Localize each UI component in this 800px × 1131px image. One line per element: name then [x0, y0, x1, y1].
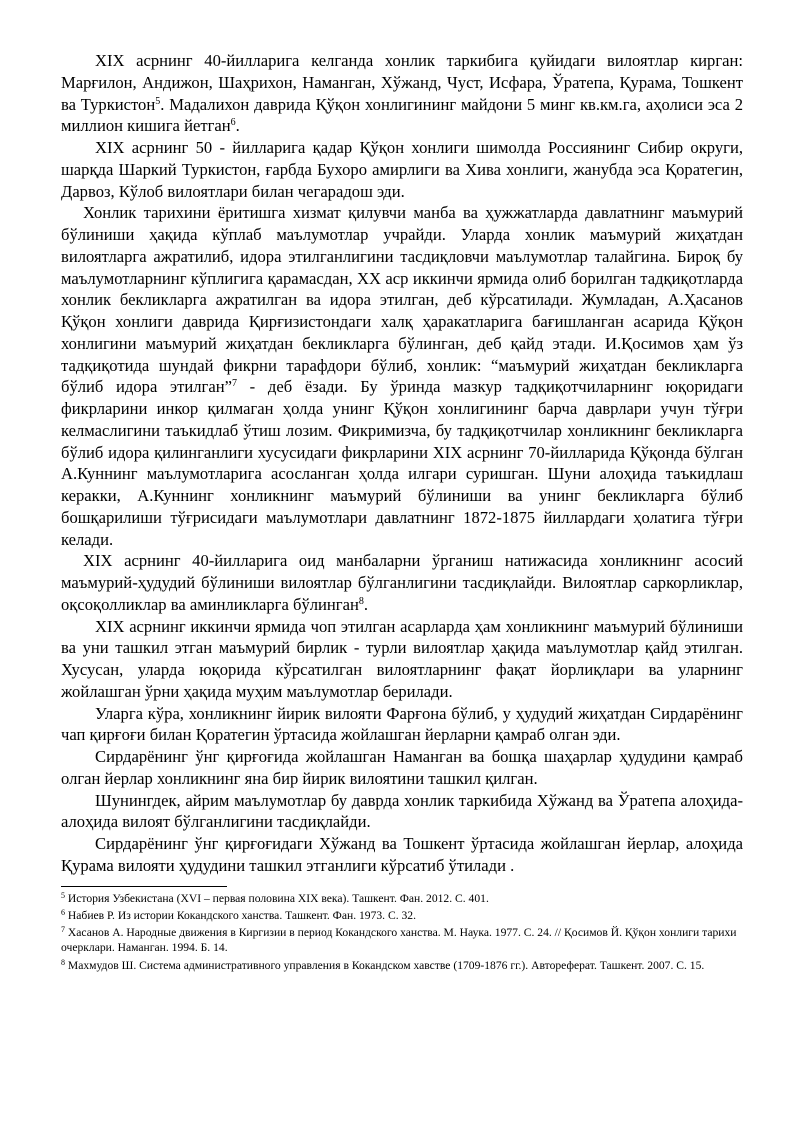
footnote-7 — [61, 925, 743, 956]
paragraph-text: Сирдарёнинг ўнг қирғоғида жойлашган Наманган ва бошқа шаҳарлар ҳудудини қамраб олган йерлар хонликнинг яна бир йирик вилоятини ташкил қилган. — [61, 747, 743, 788]
footnote-number: 7 — [61, 925, 65, 935]
footnote-6 — [61, 908, 743, 923]
document-page — [61, 50, 743, 975]
footnote-ref[interactable]: 6 — [230, 117, 236, 129]
footnote-text: Набиев Р. Из истории Кокандского ханства. Ташкент. Фан. 1973. С. 32. — [65, 908, 416, 922]
paragraph-5 — [61, 616, 743, 703]
footnote-number: 5 — [61, 890, 65, 900]
paragraph-text: Уларга кўра, хонликнинг йирик вилояти Фарғона бўлиб, у ҳудудий жиҳатдан Сирдарёнинг чап қирғоғи билан Қоратегин ўртасида жойлашган йерларни қамраб олган эди. — [61, 703, 743, 745]
paragraph-text: XIX асрнинг 50 - йилларига қадар Қўқон хонлиги шимолда Россиянинг Сибир округи, шарқда Шаркий Туркистон, ғарбда Бухоро амирлиги ва Хива хонлиги, жанубда эса Қоратегин, Дарвоз, Кўлоб вилоятлари билан чегарадош эди. — [61, 138, 743, 201]
paragraph-text: - деб ёзади. Бу ўринда мазкур тадқиқотчиларнинг юқоридаги фикрларини инкор қилмаган ҳолда унинг Қўқон хонлигининг барча даврлари учун тўғри келмаслигини таъкидлаб ўтиш лозим. Фикримизча, бу тадқиқотчилар хонликнинг бекликларга бўлиб идора қилинганлиги хусусидаги фикрларини XIX асрнинг 70-йилларида Қўқонда бўлган А.Куннинг маълумотларига асосланган ҳолда илгари суришган. Шуни алоҳида таъкидлаш керакки, А.Куннинг хонликнинг маъмурий бўлиниши ва унинг бекликларга бўлиб бошқарилиши тўғрисидаги маълумотлари давлатнинг 1872-1875 йиллардаги ҳолатига тўғри келади. — [61, 377, 743, 549]
paragraph-text: . Мадалихон даврида Қўқон хонлигининг майдони 5 минг кв.км.га, аҳолиси эса 2 миллион кишига йетган — [61, 94, 743, 136]
paragraph-6 — [61, 703, 743, 747]
footnote-text: История Узбекистана (XVI – первая половина XIX века). Ташкент. Фан. 2012. С. 401. — [65, 891, 489, 905]
paragraph-8 — [61, 790, 743, 834]
paragraph-2 — [61, 137, 743, 202]
paragraph-text: XIX асрнинг иккинчи ярмида чоп этилган асарларда ҳам хонликнинг маъмурий бўлиниши ва уни ташкил этган маъмурий бирлик - турли вилоятлар ҳақида маълумотлар қайд этилган. Хусусан, уларда юқорида кўрсатилган вилоятларнинг фақат йорлиқлари ва уларнинг жойлашган ўрни ҳақида муҳим маълумотлар берилади. — [61, 616, 743, 701]
footnote-number: 6 — [61, 907, 65, 917]
paragraph-text: Шунингдек, айрим маълумотлар бу даврда хонлик таркибида Хўжанд ва Ўратепа алоҳида-алоҳида вилоят бўлганлигини тасдиқлайди. — [61, 790, 743, 832]
paragraph-9 — [61, 833, 743, 877]
paragraph-text: . — [235, 116, 240, 136]
paragraph-text: Хонлик тарихини ёритишга хизмат қилувчи манба ва ҳужжатларда давлатнинг маъмурий бўлиниши ҳақида кўплаб маълумотлар учрайди. Уларда хонлик маъмурий жиҳатдан вилоятларга ажратилиб, идора этилганлигини тасдиқловчи маълумотлар талайгина. Бироқ бу маълумотларнинг кўплигига қарамасдан, XX аср иккинчи ярмида олиб борилган тадқиқотларда хонлик бекликларга ажратилган ва идора этилган, деб кўрсатилади. Жумладан, А.Ҳасанов Қўқон хонлиги даврида Қирғизистондаги халқ ҳаракатларига бағишланган асарида Қўқон хонлигини маъмурий жиҳатдан бекликларга бўлинган, деб қайд этади. И.Қосимов ҳам ўз тадқиқотида шундай фикрни тарафдори бўлиб, хонлик: “маъмурий жиҳатдан бекликларга бўлиб идора этилган” — [61, 203, 743, 397]
paragraph-text: Сирдарёнинг ўнг қирғоғидаги Хўжанд ва Тошкент ўртасида жойлашган йерлар, алоҳида Қурама вилояти ҳудудини ташкил этганлиги кўрсатиб ўтилади . — [61, 834, 743, 875]
paragraph-1 — [61, 50, 743, 137]
footnote-ref[interactable]: 5 — [155, 95, 161, 107]
footnote-separator — [61, 886, 227, 887]
paragraph-text: XIX асрнинг 40-йилларига оид манбаларни ўрганиш натижасида хонликнинг асосий маъмурий-ҳудудий бўлиниши вилоятлар бўлганлигини тасдиқлайди. Вилоятлар саркорликлар, оқсоқолликлар ва аминликларга бўлинган — [61, 551, 743, 614]
paragraph-4 — [61, 550, 743, 615]
footnote-number: 8 — [61, 957, 65, 967]
paragraph-text: XIX асрнинг 40-йилларига келганда хонлик таркибига қуйидаги вилоятлар кирган: Марғилон, Андижон, Шаҳрихон, Наманган, Хўжанд, Чуст, Исфара, Ўратепа, Қурама, Тошкент ва Туркистон — [61, 51, 743, 114]
paragraph-text: . — [363, 594, 368, 614]
footnote-ref[interactable]: 7 — [231, 378, 237, 390]
paragraph-7 — [61, 746, 743, 790]
footnote-text: Махмудов Ш. Система административного управления в Кокандском хавстве (1709-1876 гг.). Автореферат. Ташкент. 2007. С. 15. — [65, 958, 705, 972]
footnote-text: Хасанов А. Народные движения в Киргизии в период Кокандского ханства. М. Наука. 1977. С. 24. // Қосимов Й. Қўқон хонлиги тарихи очерклари. Наманган. 1994. Б. 14. — [61, 926, 737, 955]
footnote-ref[interactable]: 8 — [358, 595, 364, 607]
paragraph-3 — [61, 202, 743, 550]
footnote-8 — [61, 958, 743, 973]
footnote-5 — [61, 891, 743, 906]
